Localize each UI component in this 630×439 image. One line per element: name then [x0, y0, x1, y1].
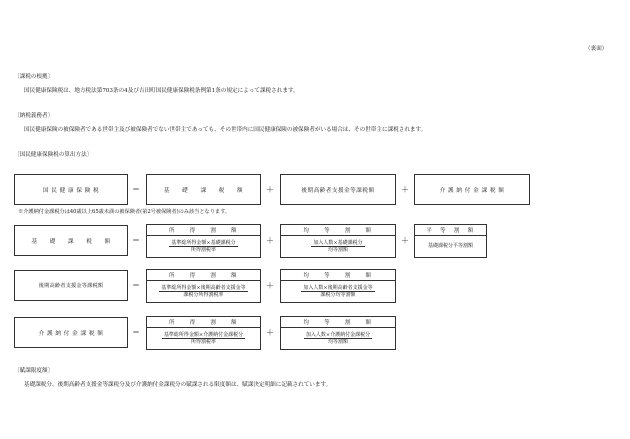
box-title: 所 得 割 額: [147, 270, 260, 281]
care-tax-box: 介 護 納 付 金 課 税 額: [414, 174, 530, 205]
formula-denominator: 課税分所得割税率: [183, 292, 224, 298]
plus-sign: ＋: [266, 236, 274, 245]
plus-sign: ＋: [401, 185, 409, 194]
limit-text: 基礎課税分、後期高齢者支援金等課税分及び介護納付金課税分の賦課される限度額は、賦課決定明細に記載されています。: [24, 382, 332, 388]
formula-denominator: 均等割額: [327, 339, 348, 345]
plus-sign: ＋: [266, 185, 274, 194]
plus-sign: ＋: [266, 281, 274, 290]
support-tax-label-box: 後期高齢者支援金等課税額: [14, 270, 128, 301]
formula-numerator: 基準総所得金額×後期高齢者支援金等: [161, 284, 246, 291]
care-income-levy-box: [146, 316, 261, 350]
formula-numerator: 基準総所得金額×基礎課税分: [171, 239, 236, 246]
plus-sign: ＋: [401, 236, 409, 245]
basic-household-levy-box: [414, 224, 487, 258]
formula-numerator: 加入人数×基礎課税分: [313, 239, 363, 246]
equals-sign: ＝: [132, 328, 140, 337]
plus-sign: ＋: [266, 328, 274, 337]
formula-denominator: 所得割税率: [190, 339, 216, 345]
formula-denominator: 均等割額: [327, 247, 348, 253]
care-per-capita-box: [280, 316, 396, 350]
formula-denominator: 所得割税率: [190, 247, 216, 253]
basic-per-capita-box: [280, 224, 396, 258]
basic-income-levy-box: [146, 224, 261, 258]
formula-numerator: 基準総所得金額×介護納付金課税分: [163, 331, 244, 338]
taxpayer-text: 国民健康保険の被保険者である世帯主及び被保険者でない世帯主であっても、その世帯内に国民健康保険の被保険者がいる場合は、その世帯主に課税されます。: [24, 127, 427, 133]
care-tax-label-box: 介 護 納 付 金 課 税 額: [14, 317, 128, 348]
care-tax-note: ※介護納付金課税分は40歳以上65歳未満の被保険者(第2号被保険者)のみ該当となります。: [18, 209, 231, 215]
box-title: 平 等 割 額: [415, 225, 486, 236]
page-label: （裏面）: [585, 46, 608, 52]
box-title: 所 得 割 額: [147, 225, 260, 236]
formula-denominator: 課税分均等割額: [320, 292, 356, 298]
box-title: 均 等 割 額: [281, 270, 395, 281]
equals-sign: ＝: [132, 185, 140, 194]
support-per-capita-box: [280, 269, 396, 303]
basic-tax-box: 基 礎 課 税 額: [146, 174, 261, 205]
equals-sign: ＝: [132, 281, 140, 290]
calc-method-heading: 〔国民健康保険税の算出方法〕: [14, 152, 93, 158]
total-tax-box: 国 民 健 康 保 険 税: [14, 174, 128, 205]
formula-numerator: 加入人数×後期高齢者支援金等: [303, 284, 373, 291]
box-title: 所 得 割 額: [147, 317, 260, 328]
formula-text: 基礎課税分平等割額: [427, 243, 473, 250]
basis-text: 国民健康保険税は、地方税法第703条の4及び吉田町国民健康保険税条例第1条の規定によって課税されます。: [24, 88, 299, 94]
basic-tax-label-box: 基 礎 課 税 額: [14, 225, 128, 256]
formula-numerator: 加入人数×介護納付金課税分: [305, 331, 371, 338]
box-title: 均 等 割 額: [281, 317, 395, 328]
basis-heading: 〔課税の根拠〕: [14, 74, 54, 80]
support-tax-box: 後期高齢者支援金等課税額: [280, 174, 396, 205]
box-title: 均 等 割 額: [281, 225, 395, 236]
taxpayer-heading: 〔納税義務者〕: [14, 113, 54, 119]
equals-sign: ＝: [132, 236, 140, 245]
limit-heading: 〔賦課限度額〕: [14, 368, 54, 374]
support-income-levy-box: [146, 269, 261, 303]
